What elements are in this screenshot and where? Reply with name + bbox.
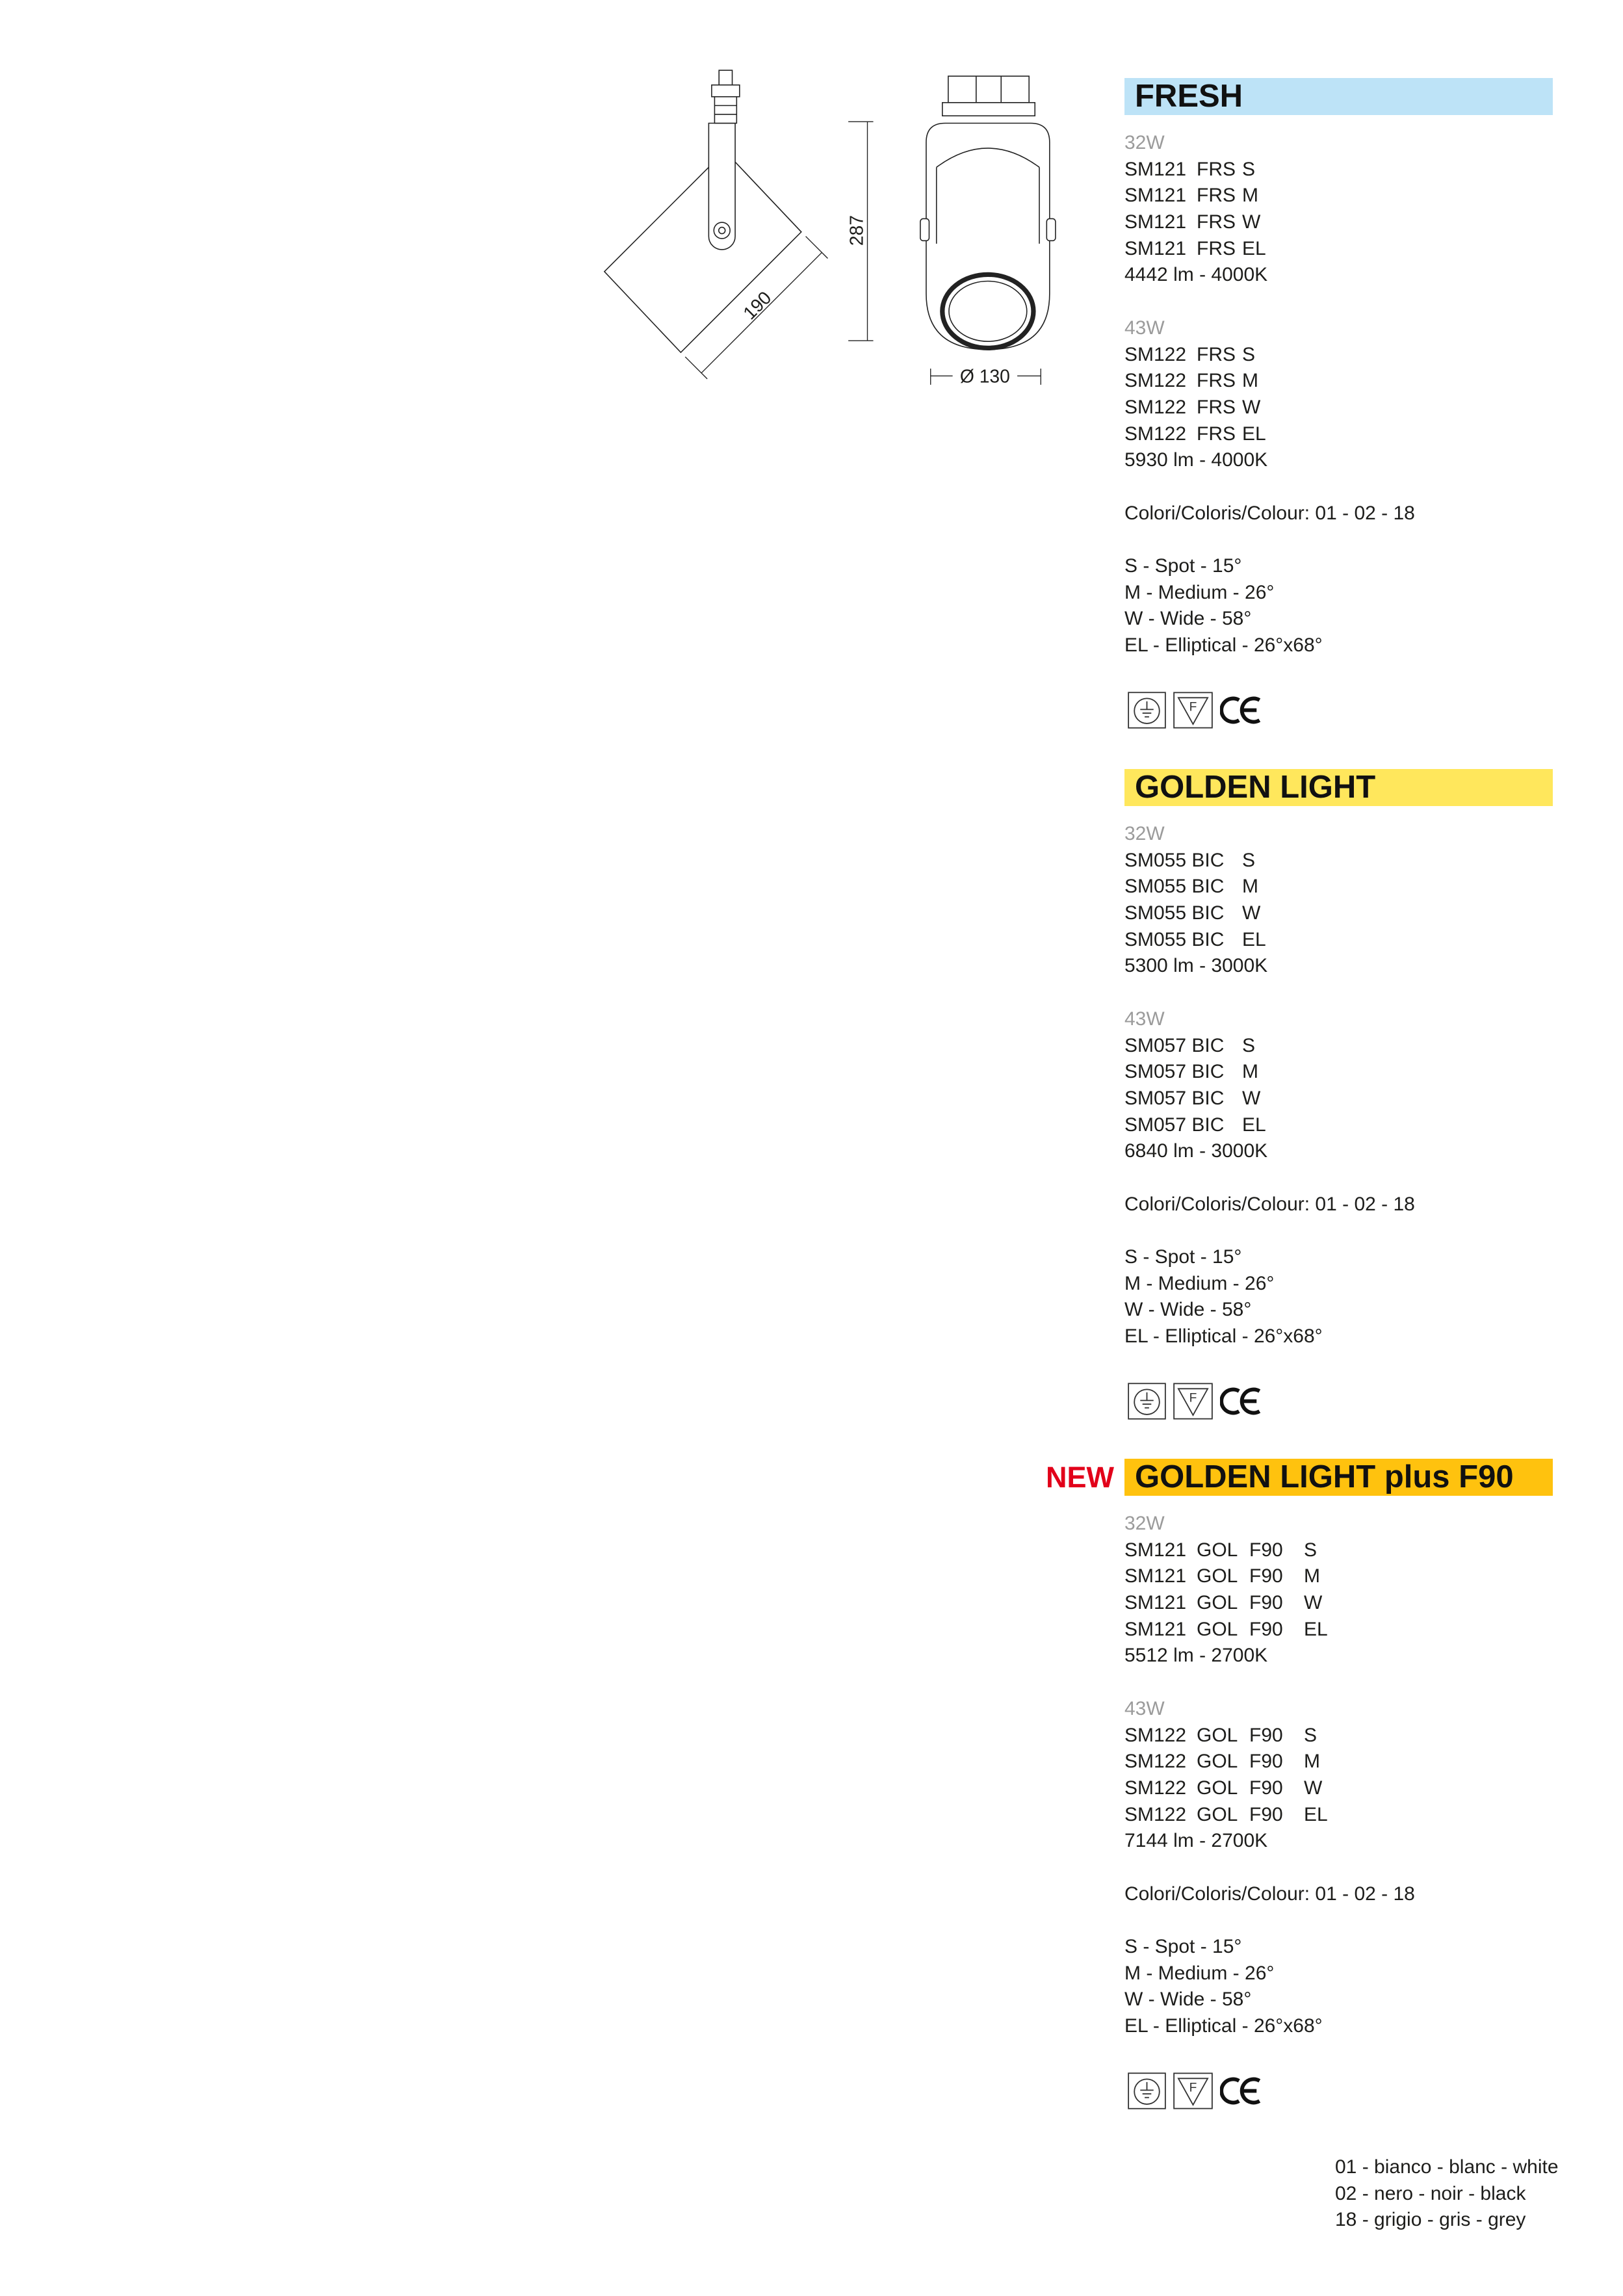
product-code-row [1124, 1033, 1553, 1060]
beam-angle: S - Spot - 15° [1124, 1246, 1242, 1268]
product-code-row [1124, 342, 1553, 369]
code-model: SM122 [1124, 1803, 1187, 1825]
section-title: GOLDEN LIGHT plus F90 [1135, 1459, 1514, 1494]
product-code-row [1124, 1059, 1553, 1086]
product-section-fresh [1124, 78, 1553, 729]
yoke-knob [920, 218, 929, 241]
code-model: SM122 [1124, 343, 1187, 365]
spec-block [1124, 1511, 1553, 2040]
code-optic: S [1242, 849, 1256, 871]
spacer [1124, 1907, 1553, 1934]
code-family: FRS [1197, 185, 1236, 207]
spacer [1124, 1218, 1553, 1244]
code-optic: M [1242, 370, 1258, 392]
earth-ground-icon [1128, 1383, 1166, 1420]
spacer [1124, 980, 1553, 1006]
beam-angle: W - Wide - 58° [1124, 608, 1252, 630]
code-model: SM121 [1124, 211, 1187, 233]
product-code-row [1124, 183, 1553, 209]
section-title: GOLDEN LIGHT [1135, 770, 1376, 805]
code-family: GOL [1197, 1539, 1238, 1561]
code-optic: W [1242, 211, 1261, 233]
product-code-row [1124, 927, 1553, 954]
code-model: SM122 [1124, 370, 1187, 392]
product-code-row [1124, 1086, 1553, 1112]
f-mark-letter: F [1189, 1391, 1197, 1405]
track-adapter-body [714, 97, 736, 124]
code-model: SM055 BIC [1124, 902, 1225, 924]
certification-icons [1128, 1383, 1553, 1420]
code-optic: EL [1242, 928, 1266, 950]
colour-legend [1335, 2154, 1559, 2234]
f-mark-icon [1173, 1383, 1213, 1420]
earth-ground-icon [1128, 2072, 1166, 2109]
luminous-flux: 5930 lm - 4000K [1124, 449, 1268, 471]
code-model: SM121 [1124, 158, 1187, 180]
section-title: FRESH [1135, 79, 1243, 114]
wattage-label: 32W [1124, 823, 1165, 844]
code-optic: M [1242, 876, 1258, 898]
dimension-height-label: 287 [846, 215, 867, 246]
luminous-flux: 6840 lm - 3000K [1124, 1140, 1268, 1162]
code-family: FRS [1197, 370, 1236, 392]
yoke-knob [1046, 218, 1056, 241]
beam-angle: M - Medium - 26° [1124, 1962, 1275, 1984]
colour-options: Colori/Coloris/Colour: 01 - 02 - 18 [1124, 1193, 1415, 1215]
track-adapter-flange [712, 85, 740, 97]
product-code-row [1124, 157, 1553, 183]
beam-angle: W - Wide - 58° [1124, 1989, 1252, 2011]
f-mark-letter: F [1189, 2081, 1197, 2095]
code-family: FRS [1197, 343, 1236, 365]
code-model: SM122 [1124, 1724, 1187, 1746]
code-family: FRS [1197, 396, 1236, 418]
wattage-label: 43W [1124, 317, 1165, 339]
code-optic: W [1242, 1087, 1261, 1109]
earth-ground-icon [1128, 692, 1166, 729]
ce-mark-icon [1220, 692, 1267, 729]
code-model: SM057 BIC [1124, 1114, 1225, 1136]
code-optic: W [1242, 902, 1261, 924]
wattage-label: 43W [1124, 1697, 1165, 1719]
spacer [1124, 289, 1553, 315]
spotlight-side-body [604, 151, 801, 352]
dimension-diameter-label: Ø 130 [959, 365, 1010, 387]
f-mark-icon [1173, 692, 1213, 729]
code-family: FRS [1197, 423, 1236, 445]
colour-legend-item: 01 - bianco - blanc - white [1335, 2156, 1559, 2178]
track-adapter-head [719, 70, 732, 85]
code-optic: EL [1242, 1114, 1266, 1136]
code-model: SM055 BIC [1124, 849, 1225, 871]
code-model: SM121 [1124, 1618, 1187, 1640]
spacer [1124, 1855, 1553, 1881]
beam-angle: M - Medium - 26° [1124, 581, 1275, 603]
product-code-row [1124, 848, 1553, 874]
code-variant: F90 [1249, 1803, 1283, 1825]
product-code-row [1124, 421, 1553, 448]
dimension-length-label: 190 [738, 287, 775, 324]
code-model: SM121 [1124, 1565, 1187, 1587]
section-title-bar [1124, 78, 1553, 115]
side-view [604, 70, 801, 352]
product-code-row [1124, 900, 1553, 927]
wattage-label: 43W [1124, 1008, 1165, 1030]
product-code-row [1124, 1537, 1553, 1564]
code-family: GOL [1197, 1592, 1238, 1614]
luminous-flux: 5300 lm - 3000K [1124, 955, 1268, 977]
beam-angle: EL - Elliptical - 26°x68° [1124, 2015, 1323, 2037]
product-code-row [1124, 1617, 1553, 1643]
product-code-row [1124, 874, 1553, 900]
track-adapter-plate [942, 103, 1035, 116]
product-code-row [1124, 1563, 1553, 1590]
beam-angle: W - Wide - 58° [1124, 1299, 1252, 1321]
beam-angle: EL - Elliptical - 26°x68° [1124, 1325, 1323, 1348]
code-optic: S [1242, 158, 1256, 180]
beam-angle: S - Spot - 15° [1124, 1936, 1242, 1957]
code-variant: F90 [1249, 1592, 1283, 1614]
spacer [1124, 474, 1553, 501]
code-optic: M [1304, 1751, 1320, 1773]
code-model: SM121 [1124, 185, 1187, 207]
product-code-row [1124, 1590, 1553, 1617]
code-model: SM122 [1124, 396, 1187, 418]
code-optic: W [1304, 1777, 1323, 1799]
code-model: SM121 [1124, 1592, 1187, 1614]
certification-icons [1128, 692, 1553, 729]
ce-mark-icon [1220, 1383, 1267, 1420]
code-optic: EL [1242, 423, 1266, 445]
track-adapter-top [948, 76, 1029, 103]
extension-line [685, 357, 707, 379]
product-code-row [1124, 368, 1553, 395]
colour-options: Colori/Coloris/Colour: 01 - 02 - 18 [1124, 502, 1415, 524]
code-family: GOL [1197, 1751, 1238, 1773]
extension-line [806, 237, 828, 259]
code-family: GOL [1197, 1803, 1238, 1825]
code-variant: F90 [1249, 1618, 1283, 1640]
colour-legend-item: 18 - grigio - gris - grey [1335, 2209, 1526, 2231]
spacer [1124, 1165, 1553, 1192]
code-optic: S [1304, 1724, 1318, 1746]
code-optic: M [1242, 1061, 1258, 1083]
spacer [1124, 1669, 1553, 1696]
code-model: SM121 [1124, 237, 1187, 259]
ce-mark-icon [1220, 2072, 1267, 2109]
section-title-bar [1124, 1459, 1553, 1496]
product-code-row [1124, 1775, 1553, 1802]
code-optic: EL [1304, 1803, 1328, 1825]
code-model: SM122 [1124, 423, 1187, 445]
luminous-flux: 7144 lm - 2700K [1124, 1830, 1268, 1852]
wattage-label: 32W [1124, 132, 1165, 153]
spec-block [1124, 130, 1553, 659]
spec-block [1124, 821, 1553, 1350]
product-section-golden-light-plus-f90 [1046, 1459, 1553, 2109]
code-family: GOL [1197, 1777, 1238, 1799]
code-variant: F90 [1249, 1777, 1283, 1799]
code-variant: F90 [1249, 1751, 1283, 1773]
code-optic: EL [1242, 237, 1266, 259]
pivot-screw-center [719, 228, 725, 234]
code-family: GOL [1197, 1724, 1238, 1746]
code-family: FRS [1197, 237, 1236, 259]
lens [949, 281, 1027, 342]
f-mark-icon [1173, 2072, 1213, 2109]
code-model: SM057 BIC [1124, 1034, 1225, 1056]
product-code-row [1124, 1723, 1553, 1749]
code-variant: F90 [1249, 1565, 1283, 1587]
wattage-label: 32W [1124, 1513, 1165, 1534]
beam-angle: EL - Elliptical - 26°x68° [1124, 634, 1323, 657]
code-family: GOL [1197, 1618, 1238, 1640]
spacer [1124, 527, 1553, 553]
technical-drawing [588, 59, 1073, 397]
code-family: FRS [1197, 158, 1236, 180]
f-mark-letter: F [1189, 700, 1197, 714]
product-section-golden-light [1124, 769, 1553, 1420]
code-model: SM057 BIC [1124, 1087, 1225, 1109]
product-code-row [1124, 236, 1553, 263]
product-code-row [1124, 395, 1553, 421]
code-optic: M [1242, 185, 1258, 207]
colour-legend-item: 02 - nero - noir - black [1335, 2182, 1526, 2204]
code-variant: F90 [1249, 1539, 1283, 1561]
beam-angle: S - Spot - 15° [1124, 555, 1242, 577]
code-optic: S [1304, 1539, 1318, 1561]
code-optic: S [1242, 1034, 1256, 1056]
product-code-row [1124, 1802, 1553, 1829]
code-model: SM055 BIC [1124, 928, 1225, 950]
code-optic: M [1304, 1565, 1320, 1587]
section-title-bar [1124, 769, 1553, 806]
code-model: SM057 BIC [1124, 1061, 1225, 1083]
product-code-row [1124, 1112, 1553, 1139]
code-optic: W [1242, 396, 1261, 418]
code-family: FRS [1197, 211, 1236, 233]
code-optic: W [1304, 1592, 1323, 1614]
luminous-flux: 4442 lm - 4000K [1124, 264, 1268, 286]
code-model: SM122 [1124, 1777, 1187, 1799]
code-optic: S [1242, 343, 1256, 365]
new-badge: NEW [1046, 1461, 1114, 1494]
code-variant: F90 [1249, 1724, 1283, 1746]
luminous-flux: 5512 lm - 2700K [1124, 1645, 1268, 1667]
code-family: GOL [1197, 1565, 1238, 1587]
code-model: SM122 [1124, 1751, 1187, 1773]
code-model: SM121 [1124, 1539, 1187, 1561]
product-code-row [1124, 209, 1553, 236]
colour-options: Colori/Coloris/Colour: 01 - 02 - 18 [1124, 1883, 1415, 1905]
product-code-row [1124, 1749, 1553, 1775]
beam-angle: M - Medium - 26° [1124, 1272, 1275, 1294]
code-model: SM055 BIC [1124, 876, 1225, 898]
code-optic: EL [1304, 1618, 1328, 1640]
front-view [920, 76, 1056, 349]
certification-icons [1128, 2072, 1553, 2109]
